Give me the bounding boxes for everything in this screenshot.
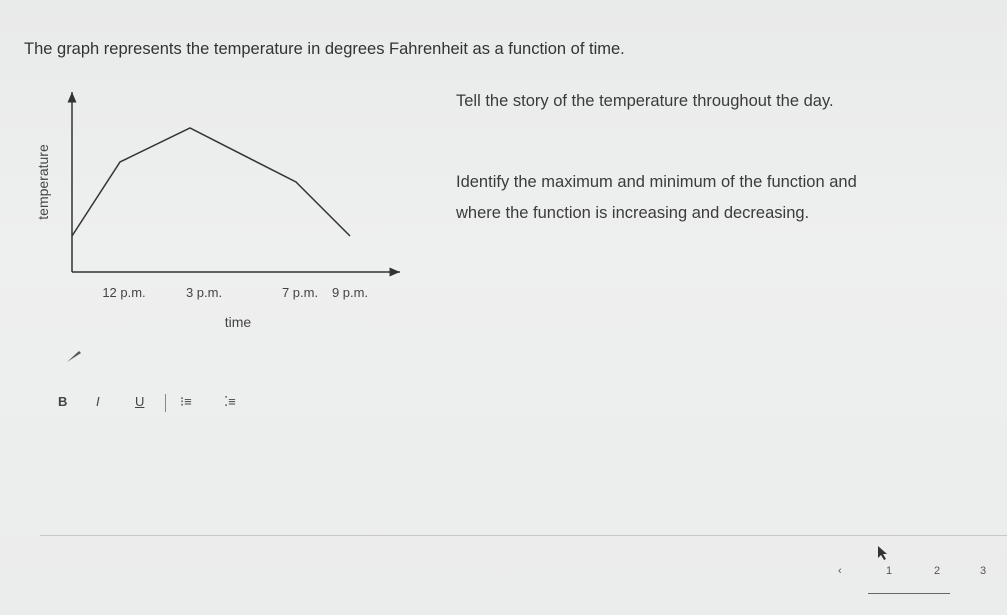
toolbar-divider xyxy=(165,394,166,412)
page-3-button[interactable]: 3 xyxy=(980,565,987,577)
bullet-list-button[interactable]: ⁚≡ xyxy=(224,394,236,409)
x-tick-label-9pm: 9 p.m. xyxy=(331,285,369,300)
answer-text-area[interactable] xyxy=(40,420,1007,535)
page-1-button[interactable]: 1 xyxy=(886,565,893,577)
italic-button[interactable]: I xyxy=(96,394,100,409)
story-prompt: Tell the story of the temperature throughout the day. xyxy=(456,92,834,110)
x-tick-label-7pm: 7 p.m. xyxy=(281,285,319,300)
x-tick-label-3pm: 3 p.m. xyxy=(185,285,223,300)
editor-toolbar xyxy=(0,388,300,418)
mouse-cursor xyxy=(65,345,85,365)
numbered-list-button[interactable]: ⁝≡ xyxy=(180,394,192,409)
question-text: The graph represents the temperature in degrees Fahrenheit as a function of time. xyxy=(24,40,625,58)
bold-button[interactable]: B xyxy=(58,394,68,409)
cursor-pointer-icon xyxy=(877,545,889,561)
editor-bottom-border xyxy=(40,535,1007,536)
temperature-graph xyxy=(0,0,420,340)
max-min-prompt: Identify the maximum and minimum of the function and where the function is increasing and decreasing. xyxy=(456,173,857,222)
y-axis-label: temperature xyxy=(35,144,51,220)
active-page-underline xyxy=(868,593,950,594)
x-axis-label: time xyxy=(224,314,252,330)
temperature-line xyxy=(72,128,350,236)
underline-button[interactable]: U xyxy=(135,394,145,409)
x-tick-label-12pm: 12 p.m. xyxy=(102,285,146,300)
page-2-button[interactable]: 2 xyxy=(934,565,941,577)
previous-page-button[interactable]: ‹ xyxy=(838,565,842,577)
